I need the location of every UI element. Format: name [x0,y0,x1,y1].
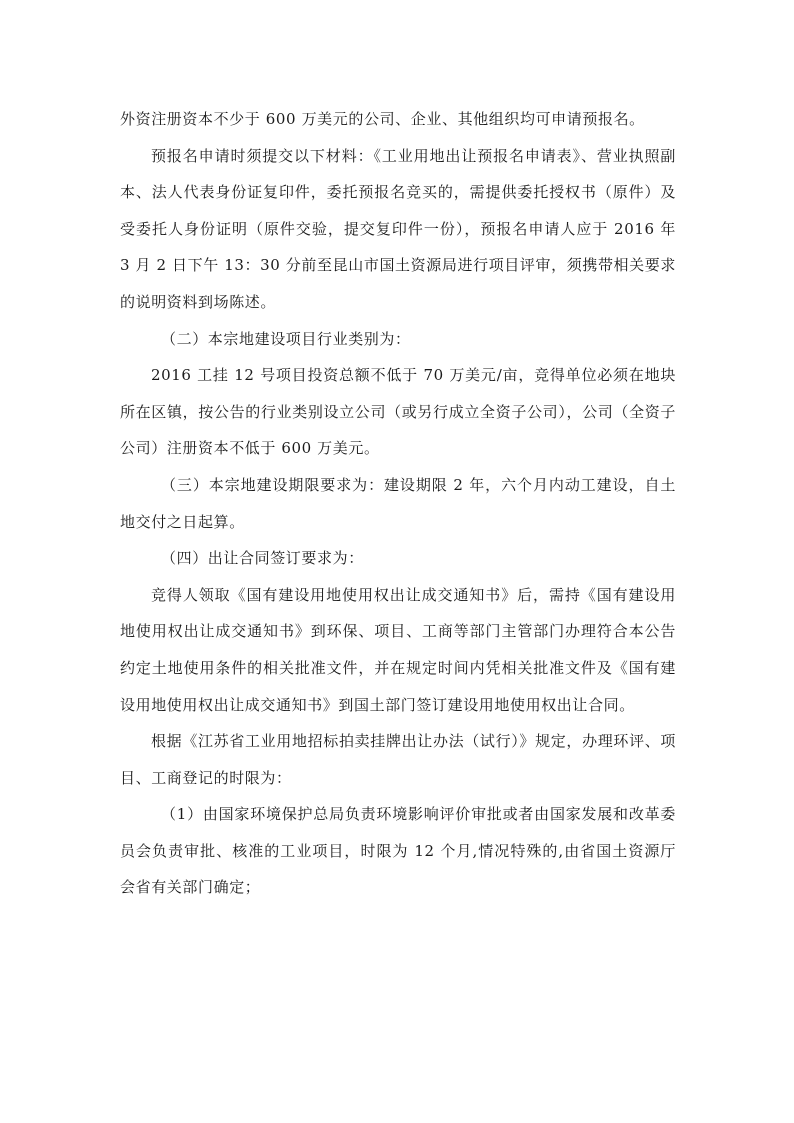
document-body [120,101,676,906]
paragraph-foreign-capital: 外资注册资本不少于 600 万美元的公司、企业、其他组织均可申请预报名。 [120,110,645,128]
paragraph-required-materials: 预报名申请时须提交以下材料：《工业用地出让预报名申请表》、营业执照副本、法人代表身份证复印件，委托预报名竞买的，需提供委托授权书（原件）及受委托人身份证明（原件交验，提交复印件一份），预报名申请人应于 2016 年 3 月 2 日下午 13：30 分前至昆山市国土资源局进行项目评审，须携带相关要求的说明资料到场陈述。 [120,146,676,311]
paragraph-investment-requirement: 2016 工挂 12 号项目投资总额不低于 70 万美元/亩，竞得单位必须在地块所在区镇，按公告的行业类别设立公司（或另行成立全资子公司），公司（全资子公司）注册资本不低于 600 万美元。 [120,366,676,458]
paragraph-regulation-reference: 根据《江苏省工业用地招标拍卖挂牌出让办法（试行）》规定，办理环评、项目、工商登记的时限为： [120,732,676,787]
section-heading-industry-category: （二）本宗地建设项目行业类别为： [161,329,411,348]
section-heading-contract-signing: （四）出让合同签订要求为： [161,549,364,568]
list-item-time-limit-1: （1）由国家环境保护总局负责环境影响评价审批或者由国家发展和改革委员会负责审批、核准的工业项目，时限为 12 个月,情况特殊的,由省国土资源厅会省有关部门确定； [120,805,676,897]
section-heading-construction-period: （三）本宗地建设期限要求为：建设期限 2 年，六个月内动工建设，自土地交付之日起算。 [120,475,676,531]
paragraph-contract-procedure: 竞得人领取《国有建设用地使用权出让成交通知书》后，需持《国有建设用地使用权出让成交通知书》到环保、项目、工商等部门主管部门办理符合本公告约定土地使用条件的相关批准文件，并在规定时间内凭相关批准文件及《国有建设用地使用权出让成交通知书》到国土部门签订建设用地使用权出让合同。 [120,585,676,714]
